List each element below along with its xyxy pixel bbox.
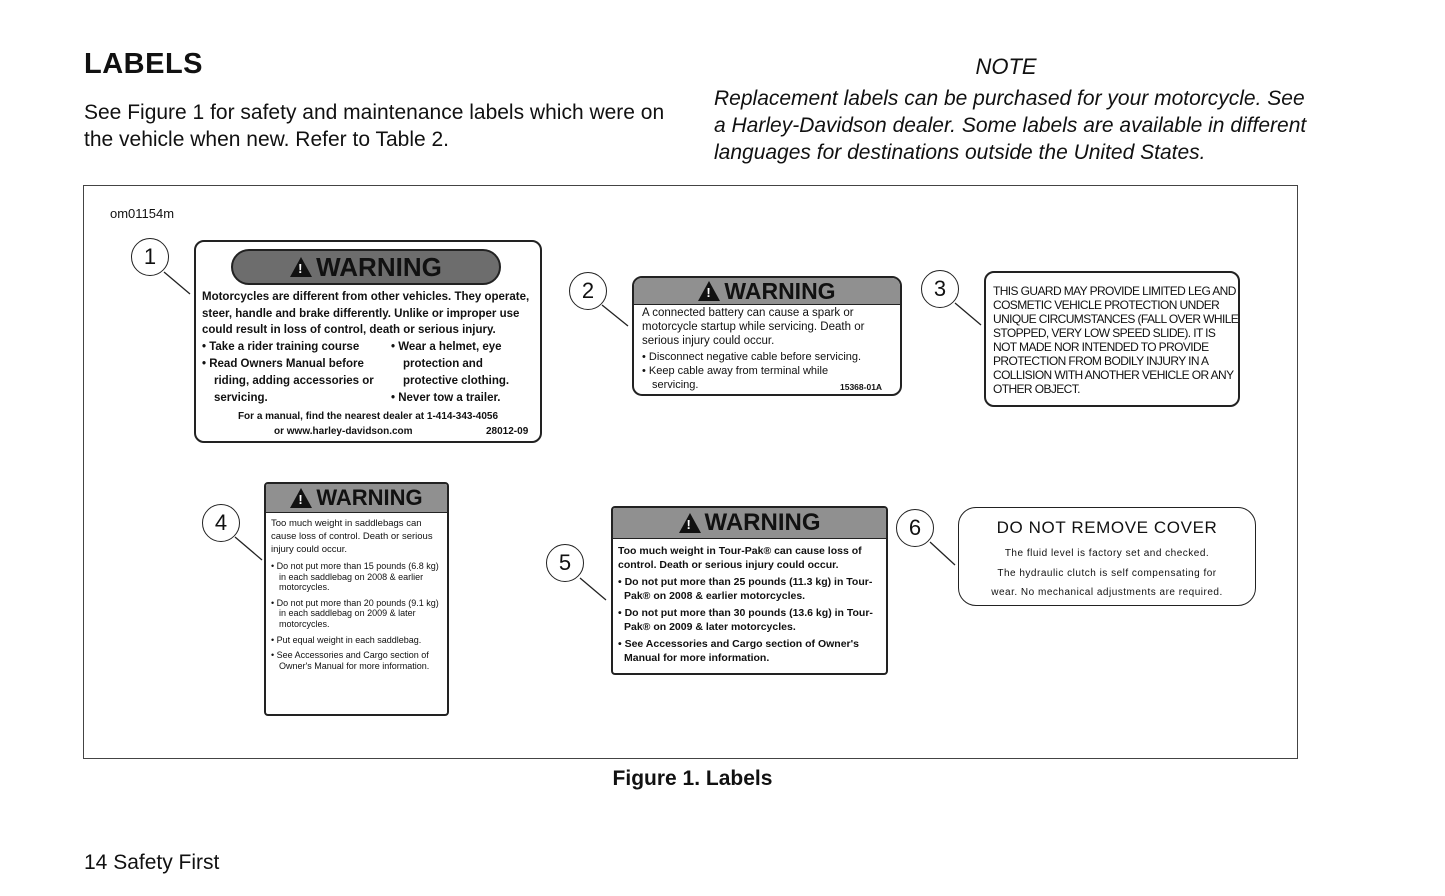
label-1-bullet-text: Never tow a trailer. [398,392,501,404]
callout-6: 6 [896,509,934,547]
label-2-code: 15368-01A [840,382,883,392]
label-1-warning-text: WARNING [316,251,442,282]
intro-paragraph: See Figure 1 for safety and maintenance labels which were on the vehicle when new. Refer to Table 2. [84,101,665,151]
label-1-rider-warning [194,240,542,443]
label-6-clutch-cover [958,507,1256,606]
label-4-warning-text: WARNING [316,485,423,510]
label-4-bullet-text: Do not put more than 20 pounds (9.1 kg) in each saddlebag on 2009 & later motorcycles. [276,597,439,629]
warning-triangle-icon [679,513,701,533]
label-5-tourpak-warning [611,506,888,675]
label-4-bullet: • See Accessories and Cargo section of Owner's Manual for more information. [271,650,430,671]
note-title: NOTE [975,54,1037,79]
label-2-battery-warning [632,276,902,396]
label-1-left-bullets [202,339,377,407]
callout-3: 3 [921,270,959,308]
label-3-body: THIS GUARD MAY PROVIDE LIMITED LEG AND COSMETIC VEHICLE PROTECTION UNDER UNIQUE CIRCUMSTANCES (FALL OVER WHILE STOPPED, VERY LOW SPEED SLIDE). IT IS NOT MADE NOR INTENDED TO PROVIDE PROTECTION FROM BODILY INJURY IN A COLLISION WITH ANOTHER VEHICLE OR ANY OTHER OBJECT. [993,284,1239,396]
label-2-bullet-text: Disconnect negative cable before servicing. [648,351,862,363]
label-4-bullet: • Do not put more than 15 pounds (6.8 kg) in each saddlebag on 2008 & earlier motorcycles. [271,561,439,593]
label-2-bullet: • Keep cable away from terminal while servicing. [642,365,829,391]
label-5-warning-text: WARNING [704,509,821,536]
label-1-footer-line2: or www.harley-davidson.com [274,426,413,437]
label-6-line2: The hydraulic clutch is self compensating for [997,568,1217,579]
label-4-bullet-text: Put equal weight in each saddlebag. [276,634,422,645]
label-1-bullet-text: Read Owners Manual before riding, adding accessories or servicing. [209,358,374,404]
label-1-bullet: • Never tow a trailer. [391,392,501,404]
label-3-guard-notice [984,271,1240,407]
callout-1: 1 [131,238,169,276]
label-5-bullets [618,575,886,665]
warning-triangle-icon [698,281,720,301]
label-2-body: A connected battery can cause a spark or motorcycle startup while servicing. Death or serious injury could occur. [642,307,865,347]
label-4-bullet-text: Do not put more than 15 pounds (6.8 kg) in each saddlebag on 2008 & earlier motorcycles. [276,561,439,593]
label-5-bullet: • Do not put more than 30 pounds (13.6 kg) in Tour-Pak® on 2009 & later motorcycles. [618,607,873,633]
label-4-bullet: • Put equal weight in each saddlebag. [271,634,422,645]
label-4-bullet-text: See Accessories and Cargo section of Owner's Manual for more information. [276,650,430,671]
label-2-bullet-text: Keep cable away from terminal while servicing. [648,365,829,391]
label-5-bullet-text: Do not put more than 30 pounds (13.6 kg) in Tour-Pak® on 2009 & later motorcycles. [624,607,873,633]
label-1-right-bullets [391,339,539,407]
label-4-warning-header [266,484,447,513]
label-1-footer-line1: For a manual, find the nearest dealer at 1-414-343-4056 [237,411,499,422]
label-1-body: Motorcycles are different from other vehicles. They operate, steer, handle and brake differently. Unlike or improper use could result in loss of control, death or serious injury. [202,291,530,336]
label-1-bullet-text: Take a rider training course [209,341,360,353]
label-2-warning-text: WARNING [724,277,836,304]
label-4-bullets [271,561,443,671]
note-body: Replacement labels can be purchased for your motorcycle. See a Harley-Davidson dealer. Some labels are available in different languages for destinations outside the United States. [714,87,1307,164]
label-1-bullet: • Take a rider training course [202,341,360,353]
label-1-code: 28012-09 [486,426,529,437]
label-4-bullet: • Do not put more than 20 pounds (9.1 kg) in each saddlebag on 2009 & later motorcycles. [271,597,439,629]
label-5-bullet: • See Accessories and Cargo section of Owner's Manual for more information. [618,638,859,664]
page-heading: LABELS [84,48,203,80]
label-5-bullet-text: Do not put more than 25 pounds (11.3 kg) in Tour-Pak® on 2008 & earlier motorcycles. [624,576,873,602]
label-1-bullet: • Wear a helmet, eye protection and protective clothing. [391,341,510,387]
callout-4: 4 [202,504,240,542]
figure-caption: Figure 1. Labels [612,767,773,790]
label-5-bullet-text: See Accessories and Cargo section of Owner's Manual for more information. [624,638,859,664]
label-6-title: DO NOT REMOVE COVER [996,518,1218,537]
warning-triangle-icon [290,488,312,508]
page-footer: 14 Safety First [84,851,220,874]
callout-5: 5 [546,544,584,582]
figure-id: om01154m [110,206,175,221]
label-5-bullet: • Do not put more than 25 pounds (11.3 kg) in Tour-Pak® on 2008 & earlier motorcycles. [618,576,873,602]
label-2-bullet: • Disconnect negative cable before servicing. [642,351,862,363]
label-6-line3: wear. No mechanical adjustments are required. [991,587,1223,598]
label-1-bullet-text: Wear a helmet, eye protection and protective clothing. [398,341,510,387]
label-4-saddlebag-warning [264,482,449,716]
warning-triangle-icon [290,257,312,277]
label-5-warning-header [613,508,886,539]
callout-2: 2 [569,272,607,310]
label-5-body: Too much weight in Tour-Pak® can cause loss of control. Death or serious injury could occur. [618,545,862,571]
label-1-bullet: • Read Owners Manual before riding, adding accessories or servicing. [202,358,374,404]
label-4-body: Too much weight in saddlebags can cause loss of control. Death or serious injury could occur. [271,518,433,555]
label-2-warning-header [634,278,900,305]
label-6-line1: The fluid level is factory set and checked. [1004,548,1210,559]
label-1-warning-header [231,249,501,285]
